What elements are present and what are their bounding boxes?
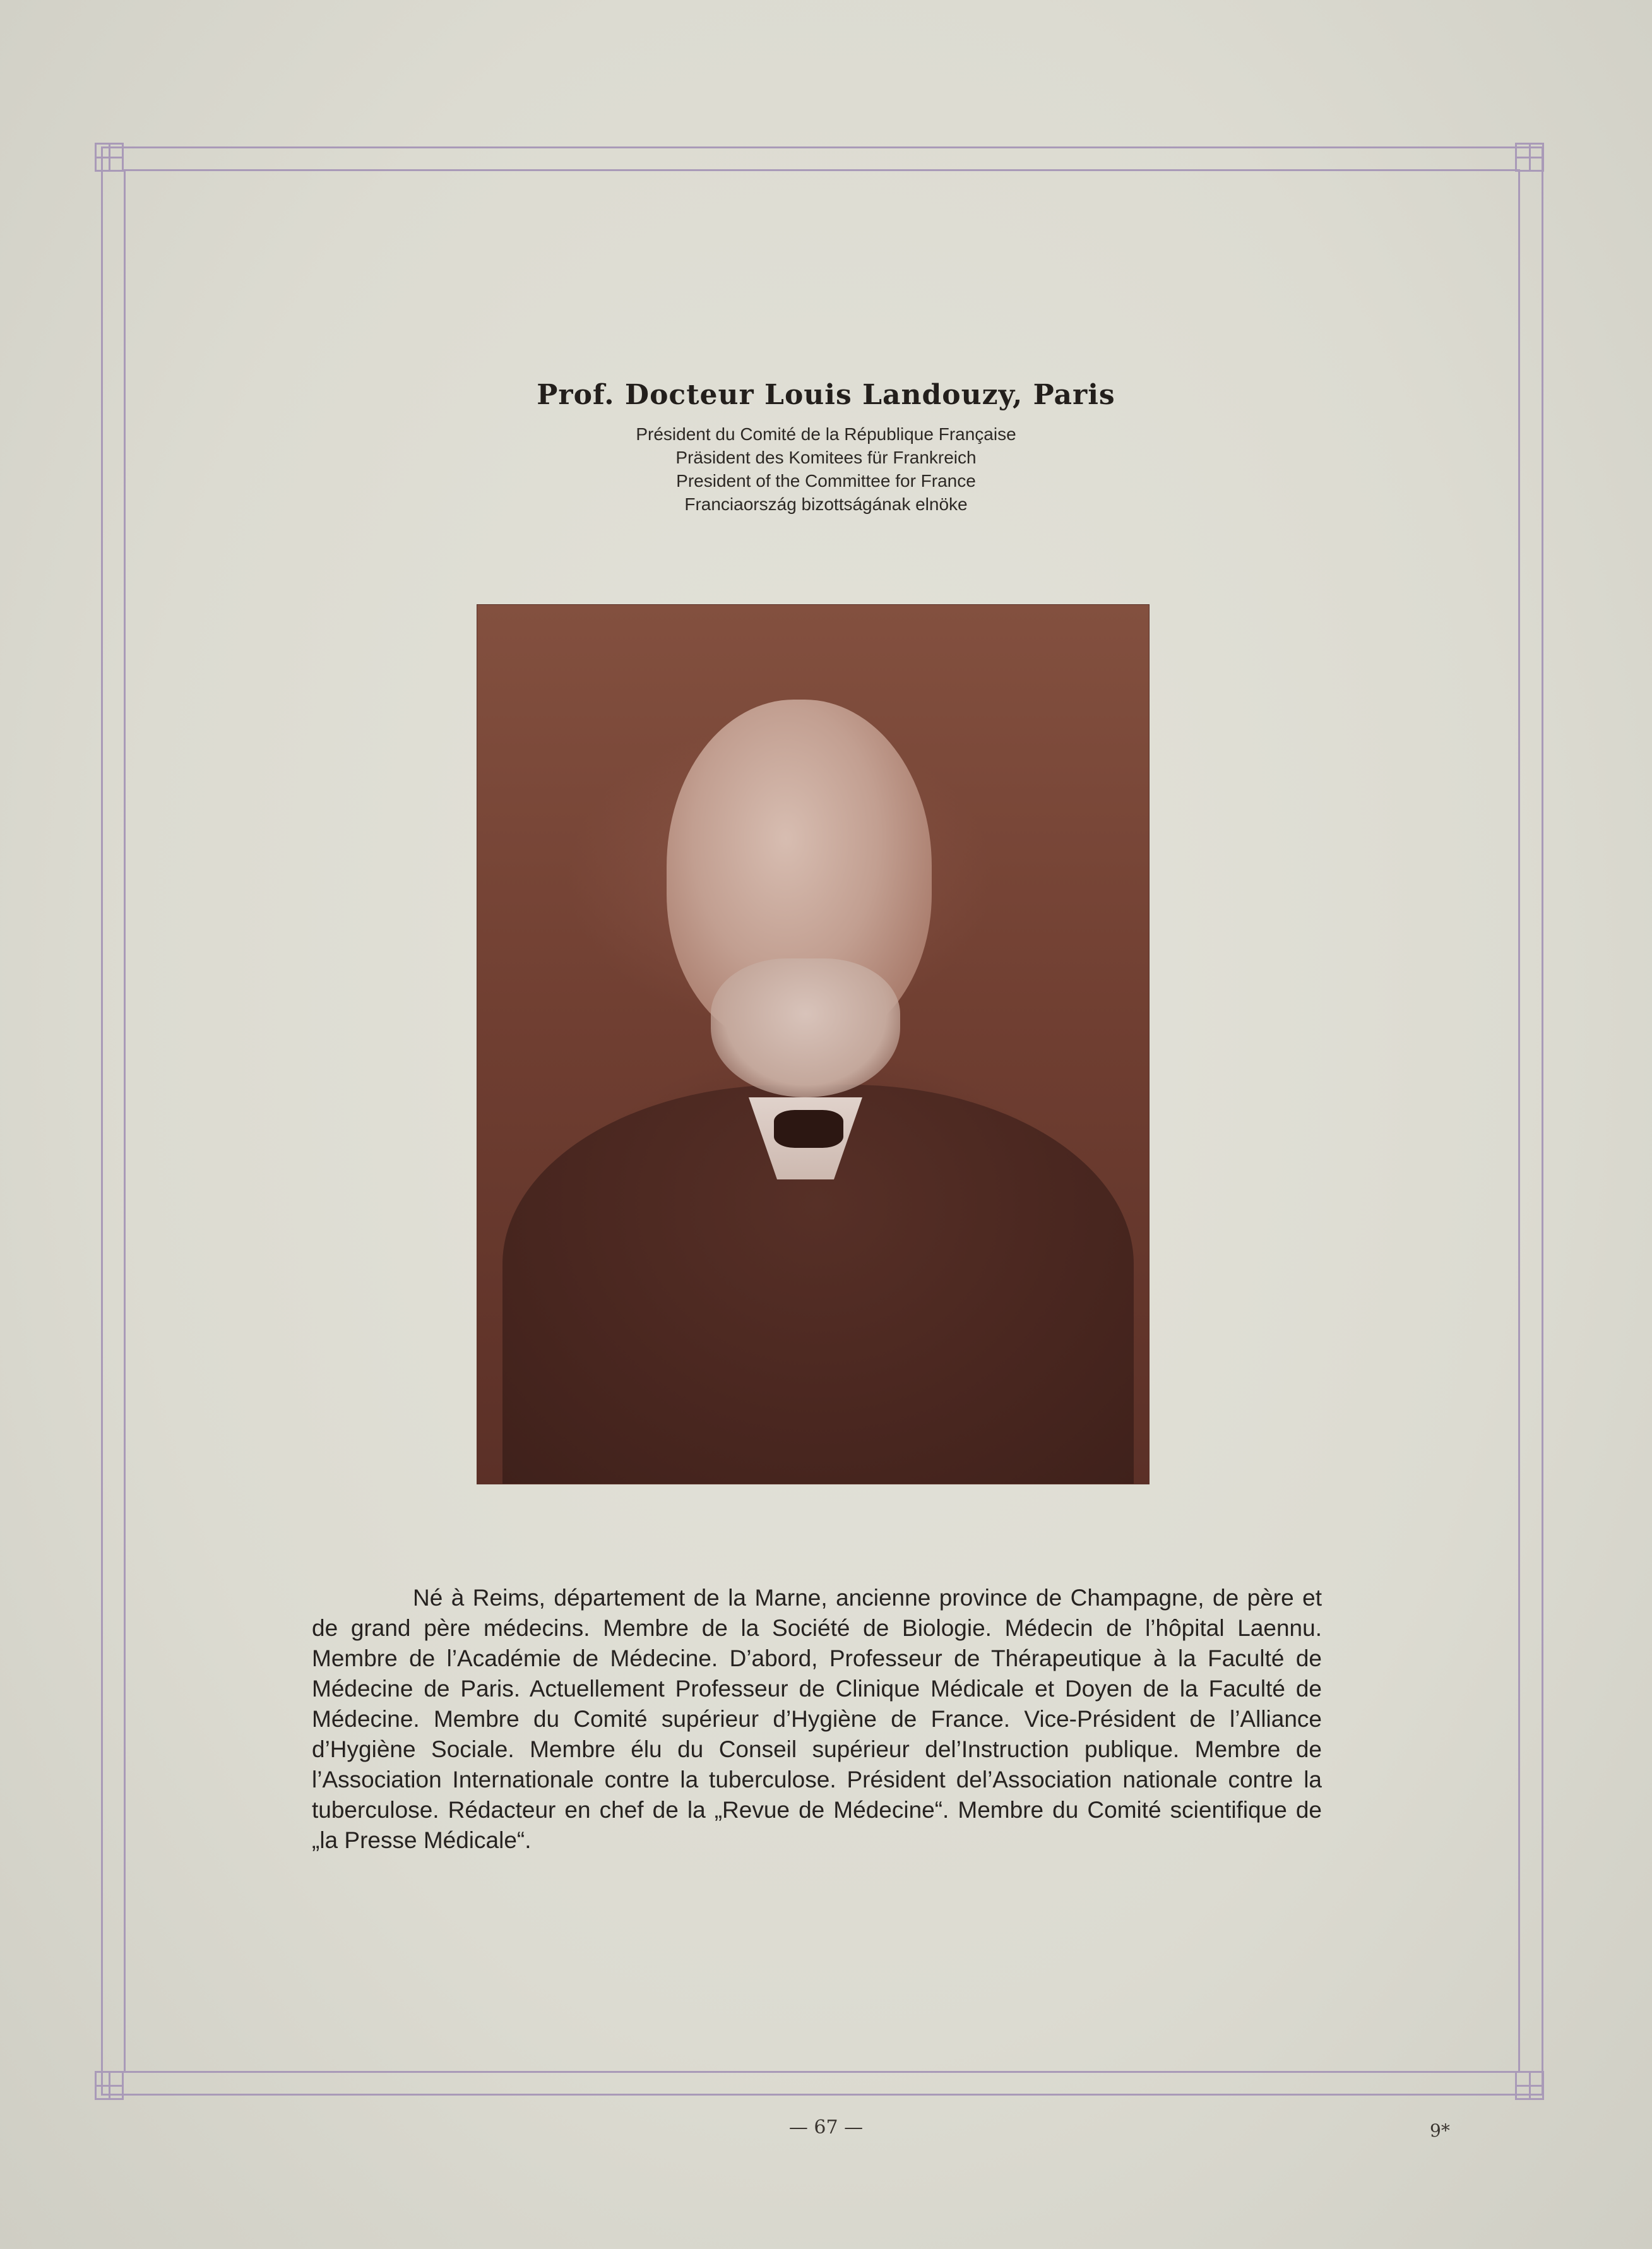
frame-corner-bottom-left xyxy=(95,2071,124,2100)
frame-corner-top-left xyxy=(95,143,124,172)
frame-corner-bottom-right xyxy=(1515,2071,1544,2100)
portrait-photograph xyxy=(477,605,1149,1484)
frame-top-line-inner xyxy=(124,169,1520,171)
biography-paragraph: Né à Reims, département de la Marne, ancienne province de Champagne, de père et de grand père médecins. Membre de la Société de Biologie. Médecin de l’hôpital Laennu. Membre de l’Académie de Médecine. D’abord, Professeur de Thérapeutique à la Faculté de Médecine de Paris. Actuellement Professeur de Clinique Médicale et Doyen de la Faculté de Médecine. Membre du Comité supérieur d’Hygiène de France. Vice-Président de l’Alliance d’Hygiène Sociale. Membre élu du Conseil supérieur del’Instruction publique. Membre de l’Association Internationale contre la tuberculose. Président del’Association nationale contre la tuberculose. Rédacteur en chef de la „Revue de Médecine“. Membre du Comité scientifique de „la Presse Médicale“. xyxy=(312,1585,1322,1853)
signature-mark: 9* xyxy=(1430,2120,1450,2141)
frame-bottom-line-inner xyxy=(124,2071,1520,2073)
portrait-bow-tie xyxy=(774,1110,843,1148)
page-title: Prof. Docteur Louis Landouzy, Paris xyxy=(537,379,1115,411)
frame-top-line-outer xyxy=(101,146,1543,148)
subtitle-hungarian: Franciaország bizottságának elnöke xyxy=(684,494,968,514)
heading-block xyxy=(0,379,1652,516)
frame-corner-top-right xyxy=(1515,143,1544,172)
subtitle-german: Präsident des Komitees für Frankreich xyxy=(675,448,977,467)
page-number: — 67 — xyxy=(788,2116,864,2139)
subtitle-french: Président du Comité de la République Française xyxy=(636,424,1016,444)
portrait-beard xyxy=(711,958,900,1097)
subtitle-english: President of the Committee for France xyxy=(676,471,976,491)
frame-bottom-line-outer xyxy=(101,2094,1543,2096)
